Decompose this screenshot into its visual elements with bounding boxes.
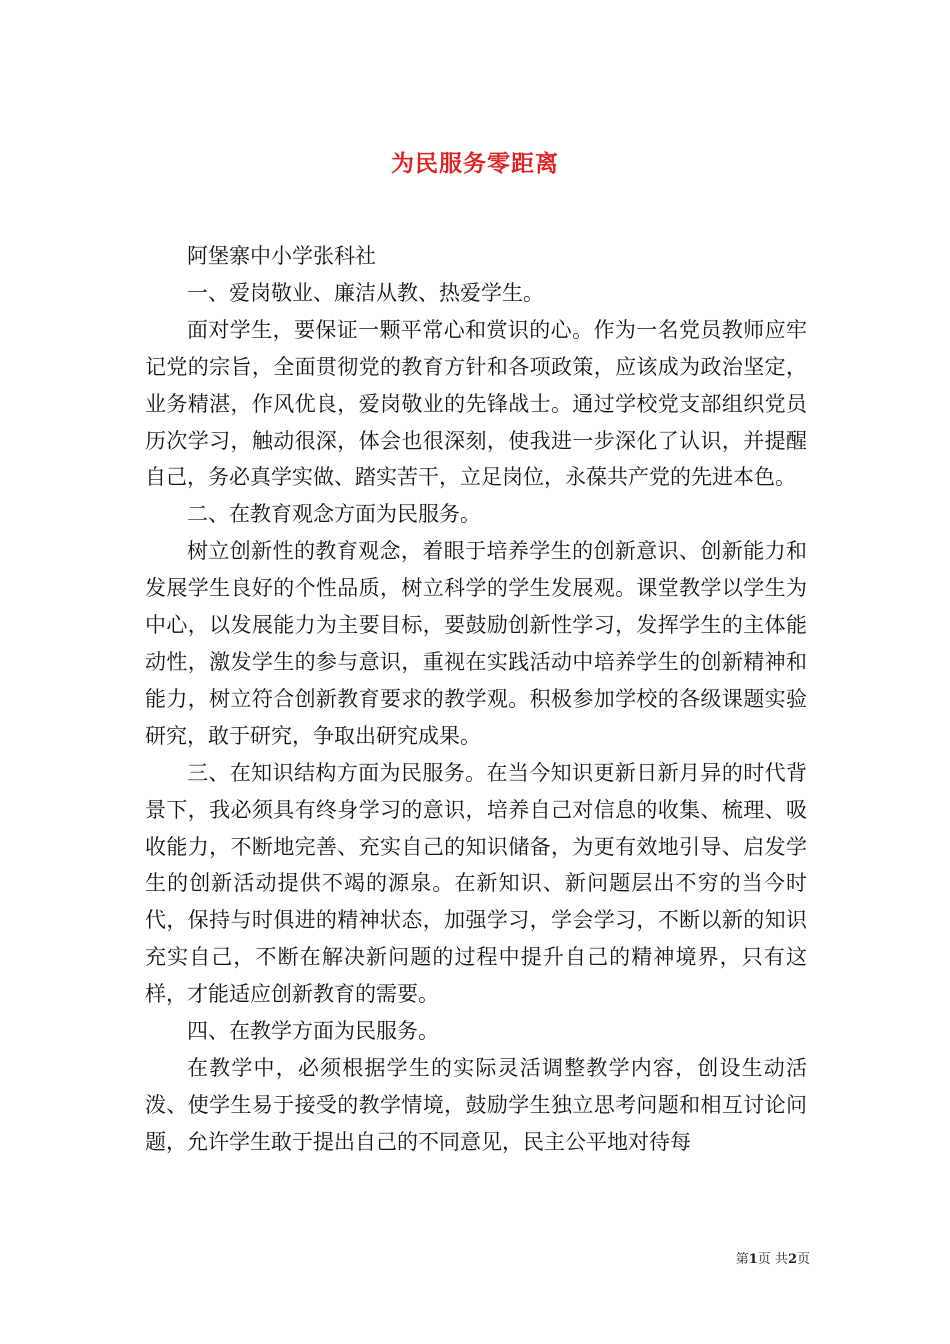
paragraph-4: 在教学中，必须根据学生的实际灵活调整教学内容，创设生动活泼、使学生易于接受的教学情境，鼓励学生独立思考问题和相互讨论问题，允许学生敢于提出自己的不同意见，民主公平地对待每: [145, 1055, 807, 1154]
footer-total-pages: 2: [787, 1252, 797, 1267]
footer-middle: 页 共: [757, 1252, 788, 1267]
page-footer: [680, 1248, 810, 1267]
paragraph-3: 三、在知识结构方面为民服务。在当今知识更新日新月异的时代背景下，我必须具有终身学习的意识，培养自己对信息的收集、梳理、吸收能力，不断地完善、充实自己的知识储备，为更有效地引导、启发学生的创新活动提供不竭的源泉。在新知识、新问题层出不穷的当今时代，保持与时俱进的精神状态，加强学习，学会学习，不断以新的知识充实自己，不断在解决新问题的过程中提升自己的精神境界，只有这样，才能适应创新教育的需要。: [145, 760, 807, 1007]
footer-page-number: 1: [748, 1252, 758, 1267]
section-heading-1: 一、爱岗敬业、廉洁从教、热爱学生。: [187, 280, 544, 305]
document-title: 为民服务零距离: [391, 150, 559, 178]
author-line: 阿堡寨中小学张科社: [187, 244, 376, 268]
paragraph-2: 树立创新性的教育观念，着眼于培养学生的创新意识、创新能力和发展学生良好的个性品质，树立科学的学生发展观。课堂教学以学生为中心，以发展能力为主要目标，要鼓励创新性学习，发挥学生的主体能动性，激发学生的参与意识，重视在实践活动中培养学生的创新精神和能力，树立符合创新教育要求的教学观。积极参加学校的各级课题实验研究，敢于研究，争取出研究成果。: [145, 539, 807, 748]
document-body: [145, 238, 807, 1161]
section-heading-4: 四、在教学方面为民服务。: [187, 1019, 439, 1044]
paragraph-1: 面对学生，要保证一颗平常心和赏识的心。作为一名党员教师应牢记党的宗旨，全面贯彻党的教育方针和各项政策，应该成为政治坚定，业务精湛，作风优良，爱岗敬业的先锋战士。通过学校党支部组织党员历次学习，触动很深，体会也很深刻，使我进一步深化了认识，并提醒自己，务必真学实做、踏实苦干，立足岗位，永葆共产党的先进本色。: [145, 317, 807, 490]
footer-suffix: 页: [796, 1252, 810, 1267]
footer-prefix: 第: [735, 1252, 749, 1267]
section-heading-2: 二、在教育观念方面为民服务。: [187, 502, 481, 527]
